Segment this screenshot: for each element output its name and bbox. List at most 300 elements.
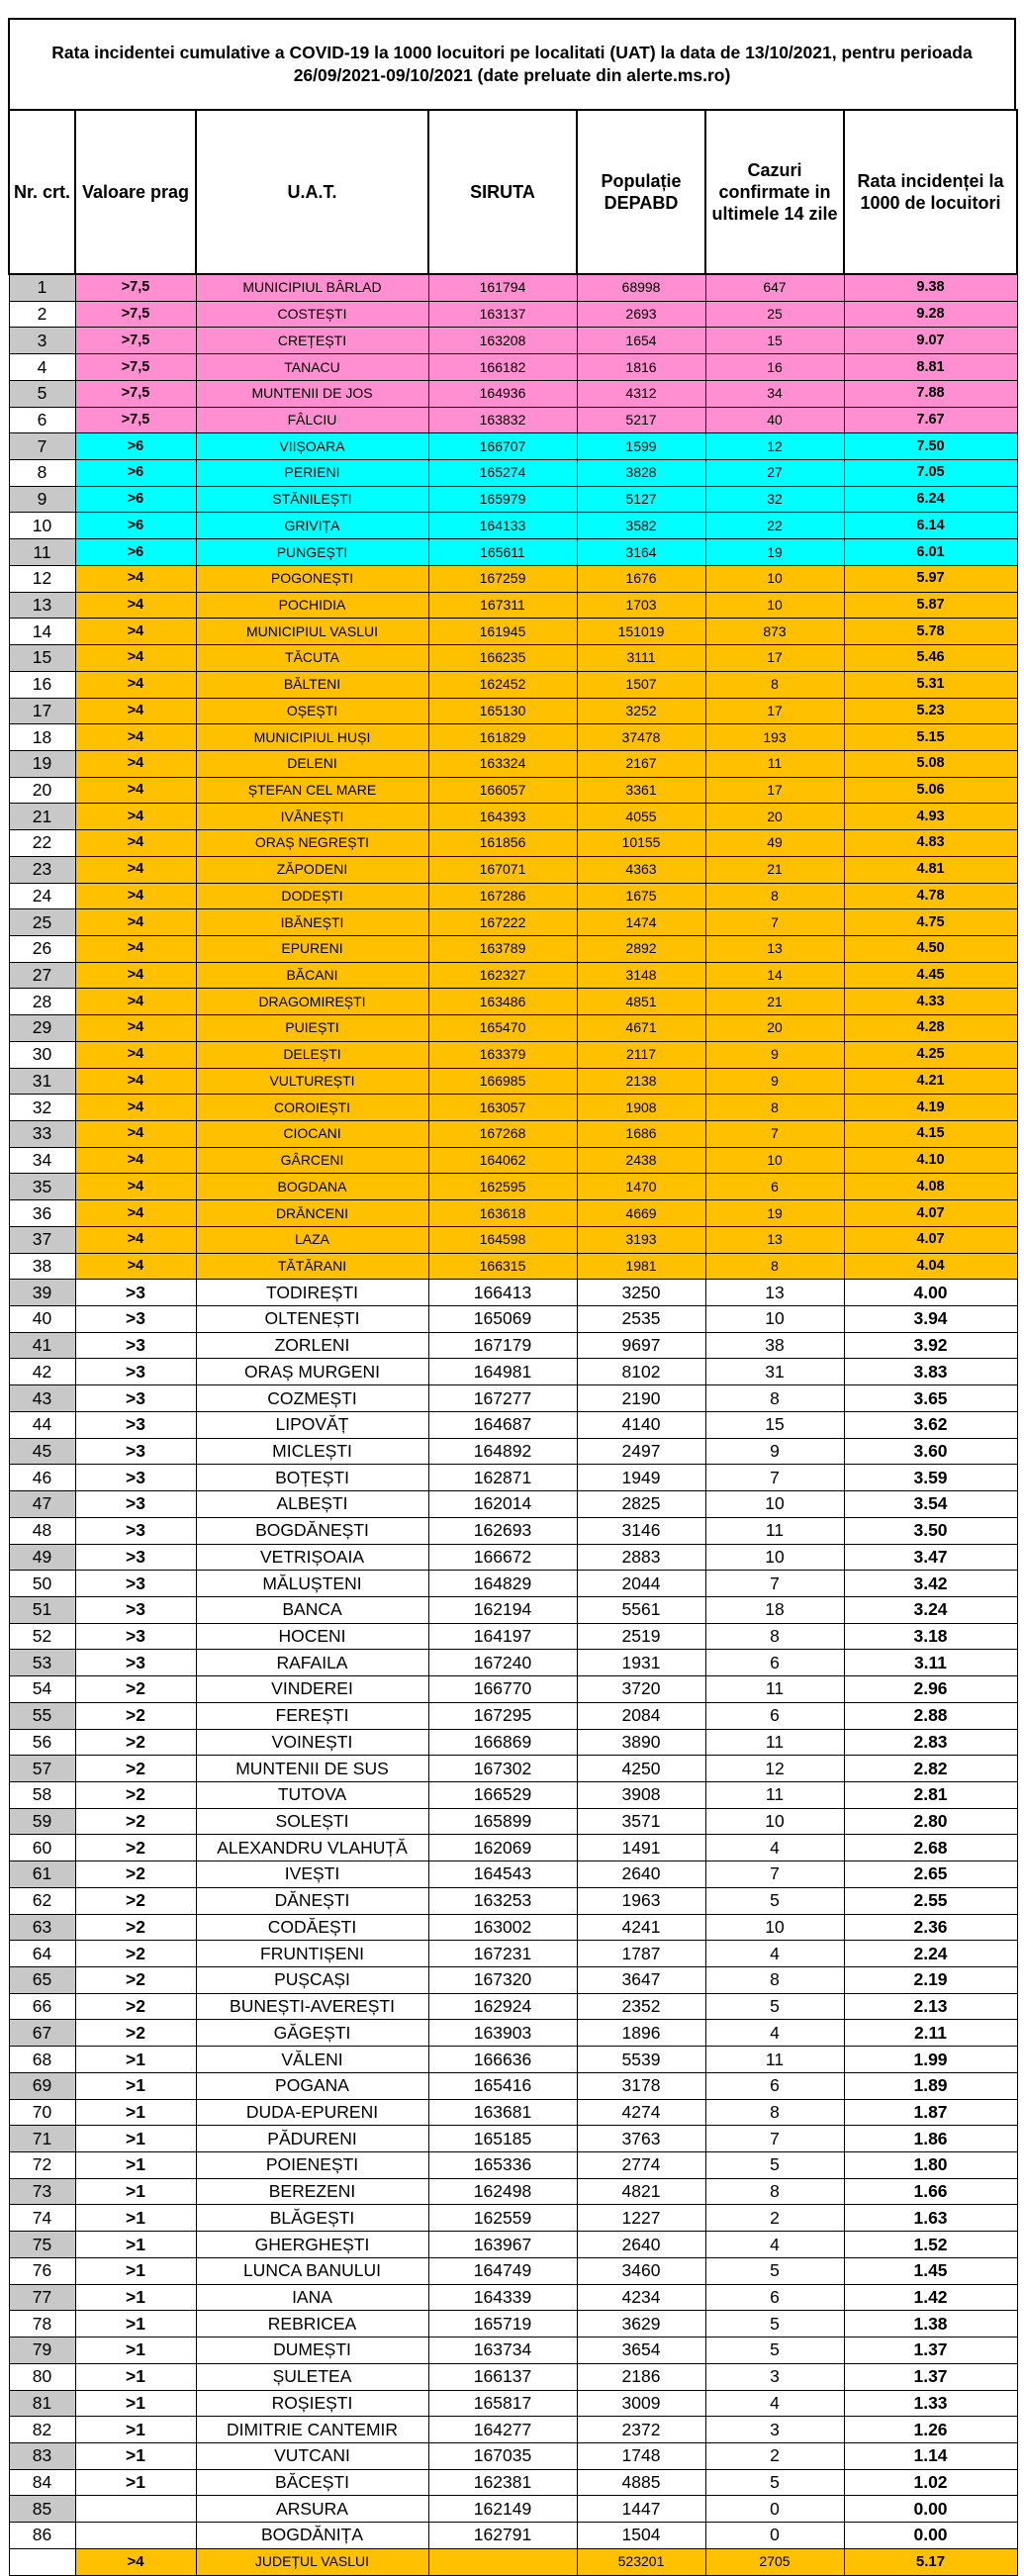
siruta-code: 162595: [428, 1174, 577, 1200]
incidence-rate: 2.19: [844, 1967, 1017, 1994]
threshold-value: >4: [75, 909, 196, 936]
table-row: [9, 1914, 1017, 1941]
row-number: 70: [9, 2099, 75, 2126]
confirmed-cases: 9: [705, 1068, 844, 1095]
confirmed-cases: 19: [705, 539, 844, 566]
incidence-rate: 7.50: [844, 433, 1017, 460]
incidence-rate: 1.66: [844, 2178, 1017, 2205]
siruta-code: 166413: [428, 1280, 577, 1306]
confirmed-cases: 873: [705, 619, 844, 645]
population: 3582: [577, 513, 705, 539]
threshold-value: >1: [75, 2417, 196, 2443]
population: 1675: [577, 883, 705, 909]
incidence-rate: 3.92: [844, 1332, 1017, 1359]
table-body: [9, 274, 1017, 2575]
population: 2372: [577, 2417, 705, 2443]
siruta-code: 166529: [428, 1781, 577, 1808]
population: 3361: [577, 777, 705, 804]
table-row: [9, 1095, 1017, 1121]
row-number: 68: [9, 2047, 75, 2073]
threshold-value: >3: [75, 1596, 196, 1623]
incidence-rate: 5.31: [844, 671, 1017, 698]
incidence-rate: 1.37: [844, 2363, 1017, 2390]
confirmed-cases: 6: [705, 2284, 844, 2311]
threshold-value: >1: [75, 2205, 196, 2232]
threshold-value: >2: [75, 1967, 196, 1994]
table-row: [9, 2496, 1017, 2523]
threshold-value: >7,5: [75, 301, 196, 328]
row-number: 19: [9, 750, 75, 777]
table-row: [9, 935, 1017, 962]
threshold-value: >3: [75, 1465, 196, 1491]
table-row: [9, 380, 1017, 407]
total-siruta-code: [428, 2548, 577, 2575]
row-number: 81: [9, 2390, 75, 2417]
population: 3763: [577, 2126, 705, 2152]
siruta-code: 166057: [428, 777, 577, 804]
confirmed-cases: 7: [705, 1121, 844, 1148]
row-number: 55: [9, 1702, 75, 1729]
siruta-code: 162693: [428, 1517, 577, 1544]
threshold-value: >3: [75, 1359, 196, 1385]
incidence-rate: 1.52: [844, 2232, 1017, 2258]
confirmed-cases: 18: [705, 1596, 844, 1623]
incidence-rate: 1.86: [844, 2126, 1017, 2152]
uat-name: BANCA: [196, 1596, 428, 1623]
siruta-code: 161945: [428, 619, 577, 645]
row-number: 33: [9, 1121, 75, 1148]
confirmed-cases: 6: [705, 1174, 844, 1200]
row-number: 32: [9, 1095, 75, 1121]
row-number: 78: [9, 2311, 75, 2337]
population: 1931: [577, 1650, 705, 1676]
table-row: [9, 645, 1017, 672]
table-row: [9, 1253, 1017, 1280]
row-number: 64: [9, 1941, 75, 1967]
table-row: [9, 1041, 1017, 1068]
incidence-rate: 3.47: [844, 1544, 1017, 1571]
incidence-rate: 3.54: [844, 1491, 1017, 1518]
population: 1676: [577, 565, 705, 592]
uat-name: MĂLUȘTENI: [196, 1571, 428, 1597]
row-number: 73: [9, 2178, 75, 2205]
siruta-code: 167071: [428, 856, 577, 883]
incidence-rate: 4.08: [844, 1174, 1017, 1200]
row-number: 30: [9, 1041, 75, 1068]
siruta-code: 164277: [428, 2417, 577, 2443]
incidence-rate: 2.13: [844, 1993, 1017, 2020]
table-row: [9, 301, 1017, 328]
row-number: 42: [9, 1359, 75, 1385]
uat-name: ZĂPODENI: [196, 856, 428, 883]
incidence-rate: 7.67: [844, 407, 1017, 433]
uat-name: PERIENI: [196, 460, 428, 487]
uat-name: VĂLENI: [196, 2047, 428, 2073]
total-row: [9, 2548, 1017, 2575]
siruta-code: 164892: [428, 1438, 577, 1465]
uat-name: ALEXANDRU VLAHUȚĂ: [196, 1835, 428, 1861]
uat-name: ZORLENI: [196, 1332, 428, 1359]
confirmed-cases: 25: [705, 301, 844, 328]
siruta-code: 162452: [428, 671, 577, 698]
row-number: 71: [9, 2126, 75, 2152]
row-number: 44: [9, 1411, 75, 1438]
header-population: Populație DEPABD: [577, 110, 705, 274]
row-number: 31: [9, 1068, 75, 1095]
incidence-rate: 1.89: [844, 2072, 1017, 2099]
incidence-rate: 5.97: [844, 565, 1017, 592]
row-number: 13: [9, 592, 75, 619]
uat-name: PUȘCAȘI: [196, 1967, 428, 1994]
population: 2138: [577, 1068, 705, 1095]
row-number: 82: [9, 2417, 75, 2443]
uat-name: IBĂNEȘTI: [196, 909, 428, 936]
uat-name: ORAȘ NEGREȘTI: [196, 830, 428, 857]
population: 2640: [577, 2232, 705, 2258]
population: 4234: [577, 2284, 705, 2311]
population: 2186: [577, 2363, 705, 2390]
confirmed-cases: 10: [705, 565, 844, 592]
population: 9697: [577, 1332, 705, 1359]
threshold-value: >2: [75, 1914, 196, 1941]
uat-name: LUNCA BANULUI: [196, 2257, 428, 2284]
incidence-rate: 3.42: [844, 1571, 1017, 1597]
uat-name: ROȘIEȘTI: [196, 2390, 428, 2417]
row-number: 67: [9, 2020, 75, 2047]
threshold-value: >6: [75, 513, 196, 539]
incidence-rate: 2.36: [844, 1914, 1017, 1941]
table-row: [9, 2523, 1017, 2549]
threshold-value: >3: [75, 1411, 196, 1438]
siruta-code: 163253: [428, 1887, 577, 1914]
population: 5127: [577, 486, 705, 513]
uat-name: TĂTĂRANI: [196, 1253, 428, 1280]
confirmed-cases: 34: [705, 380, 844, 407]
table-row: [9, 777, 1017, 804]
table-row: [9, 460, 1017, 487]
uat-name: OLTENEȘTI: [196, 1306, 428, 1333]
threshold-value: >3: [75, 1571, 196, 1597]
table-row: [9, 1385, 1017, 1412]
population: 3654: [577, 2337, 705, 2364]
table-row: [9, 328, 1017, 354]
threshold-value: >4: [75, 1226, 196, 1253]
table-row: [9, 1571, 1017, 1597]
row-number: 10: [9, 513, 75, 539]
population: 2892: [577, 935, 705, 962]
row-number: 9: [9, 486, 75, 513]
uat-name: EPURENI: [196, 935, 428, 962]
uat-name: BOGDĂNEȘTI: [196, 1517, 428, 1544]
population: 151019: [577, 619, 705, 645]
total-row-number: [9, 2548, 75, 2575]
table-row: [9, 407, 1017, 433]
row-number: 11: [9, 539, 75, 566]
table-row: [9, 513, 1017, 539]
uat-name: COZMEȘTI: [196, 1385, 428, 1412]
siruta-code: 166315: [428, 1253, 577, 1280]
uat-name: REBRICEA: [196, 2311, 428, 2337]
population: 3146: [577, 1517, 705, 1544]
confirmed-cases: 8: [705, 1253, 844, 1280]
threshold-value: >1: [75, 2257, 196, 2284]
table-row: [9, 1517, 1017, 1544]
uat-name: VOINEȘTI: [196, 1729, 428, 1756]
population: 4055: [577, 804, 705, 830]
siruta-code: 166707: [428, 433, 577, 460]
confirmed-cases: 8: [705, 1623, 844, 1650]
confirmed-cases: 10: [705, 1544, 844, 1571]
row-number: 17: [9, 698, 75, 724]
table-row: [9, 539, 1017, 566]
threshold-value: >7,5: [75, 407, 196, 433]
population: 1703: [577, 592, 705, 619]
row-number: 39: [9, 1280, 75, 1306]
uat-name: BĂLTENI: [196, 671, 428, 698]
incidence-rate: 4.33: [844, 989, 1017, 1015]
table-row: [9, 856, 1017, 883]
confirmed-cases: 7: [705, 2126, 844, 2152]
confirmed-cases: 31: [705, 1359, 844, 1385]
row-number: 57: [9, 1756, 75, 1782]
population: 2497: [577, 1438, 705, 1465]
total-incidence-rate: 5.17: [844, 2548, 1017, 2575]
table-row: [9, 2257, 1017, 2284]
siruta-code: 162014: [428, 1491, 577, 1518]
table-row: [9, 1491, 1017, 1518]
confirmed-cases: 8: [705, 2178, 844, 2205]
siruta-code: 163832: [428, 407, 577, 433]
incidence-rate: 4.78: [844, 883, 1017, 909]
threshold-value: >3: [75, 1623, 196, 1650]
population: 37478: [577, 724, 705, 751]
uat-name: MUNICIPIUL VASLUI: [196, 619, 428, 645]
uat-name: VINDEREI: [196, 1676, 428, 1703]
confirmed-cases: 11: [705, 1781, 844, 1808]
table-row: [9, 1702, 1017, 1729]
siruta-code: 163137: [428, 301, 577, 328]
row-number: 85: [9, 2496, 75, 2523]
uat-name: DĂNEȘTI: [196, 1887, 428, 1914]
threshold-value: >6: [75, 539, 196, 566]
confirmed-cases: 11: [705, 1729, 844, 1756]
confirmed-cases: 21: [705, 856, 844, 883]
siruta-code: 164133: [428, 513, 577, 539]
row-number: 52: [9, 1623, 75, 1650]
row-number: 53: [9, 1650, 75, 1676]
uat-name: MUNICIPIUL BÂRLAD: [196, 274, 428, 301]
uat-name: TĂCUTA: [196, 645, 428, 672]
table-row: [9, 274, 1017, 301]
siruta-code: 166869: [428, 1729, 577, 1756]
table-row: [9, 750, 1017, 777]
confirmed-cases: 5: [705, 2337, 844, 2364]
uat-name: FÂLCIU: [196, 407, 428, 433]
uat-name: COROIEȘTI: [196, 1095, 428, 1121]
header-nr: Nr. crt.: [9, 110, 75, 274]
siruta-code: 165817: [428, 2390, 577, 2417]
confirmed-cases: 8: [705, 1967, 844, 1994]
siruta-code: 167222: [428, 909, 577, 936]
confirmed-cases: 7: [705, 1571, 844, 1597]
incidence-rate: 5.23: [844, 698, 1017, 724]
table-row: [9, 1941, 1017, 1967]
table-row: [9, 433, 1017, 460]
confirmed-cases: 19: [705, 1200, 844, 1227]
incidence-rate: 9.38: [844, 274, 1017, 301]
population: 1599: [577, 433, 705, 460]
population: 2825: [577, 1491, 705, 1518]
uat-name: CREȚEȘTI: [196, 328, 428, 354]
population: 3111: [577, 645, 705, 672]
row-number: 46: [9, 1465, 75, 1491]
table-row: [9, 909, 1017, 936]
incidence-rate: 5.06: [844, 777, 1017, 804]
incidence-rate: 1.99: [844, 2047, 1017, 2073]
uat-name: MICLEȘTI: [196, 1438, 428, 1465]
siruta-code: 165416: [428, 2072, 577, 2099]
incidence-rate: 2.96: [844, 1676, 1017, 1703]
row-number: 37: [9, 1226, 75, 1253]
confirmed-cases: 4: [705, 1835, 844, 1861]
population: 1963: [577, 1887, 705, 1914]
confirmed-cases: 49: [705, 830, 844, 857]
threshold-value: >2: [75, 1941, 196, 1967]
confirmed-cases: 17: [705, 698, 844, 724]
population: 1748: [577, 2442, 705, 2469]
population: 3178: [577, 2072, 705, 2099]
threshold-value: >1: [75, 2284, 196, 2311]
uat-name: BĂCANI: [196, 962, 428, 989]
uat-name: TODIREȘTI: [196, 1280, 428, 1306]
population: 4250: [577, 1756, 705, 1782]
confirmed-cases: 21: [705, 989, 844, 1015]
row-number: 63: [9, 1914, 75, 1941]
threshold-value: >6: [75, 460, 196, 487]
siruta-code: 164936: [428, 380, 577, 407]
threshold-value: >7,5: [75, 380, 196, 407]
uat-name: MUNTENII DE SUS: [196, 1756, 428, 1782]
population: 4140: [577, 1411, 705, 1438]
threshold-value: >1: [75, 2152, 196, 2179]
threshold-value: >1: [75, 2126, 196, 2152]
uat-name: MUNICIPIUL HUȘI: [196, 724, 428, 751]
population: 3629: [577, 2311, 705, 2337]
confirmed-cases: 8: [705, 1095, 844, 1121]
siruta-code: 163486: [428, 989, 577, 1015]
table-row: [9, 1465, 1017, 1491]
report-title: Rata incidentei cumulative a COVID-19 la 1000 locuitori pe localitati (UAT) la data de 13/10/2021, pentru perioada 26/09/2021-09/10/2021 (date preluate din alerte.ms.ro): [8, 18, 1016, 109]
siruta-code: 163681: [428, 2099, 577, 2126]
siruta-code: 161856: [428, 830, 577, 857]
row-number: 69: [9, 2072, 75, 2099]
uat-name: BUNEȘTI-AVEREȘTI: [196, 1993, 428, 2020]
confirmed-cases: 13: [705, 1226, 844, 1253]
confirmed-cases: 5: [705, 1887, 844, 1914]
row-number: 79: [9, 2337, 75, 2364]
row-number: 22: [9, 830, 75, 857]
uat-name: BOGDĂNIȚA: [196, 2523, 428, 2549]
siruta-code: 163002: [428, 1914, 577, 1941]
population: 3460: [577, 2257, 705, 2284]
uat-name: OȘEȘTI: [196, 698, 428, 724]
confirmed-cases: 8: [705, 671, 844, 698]
threshold-value: >2: [75, 1676, 196, 1703]
population: 5539: [577, 2047, 705, 2073]
population: 5217: [577, 407, 705, 433]
incidence-rate: 2.68: [844, 1835, 1017, 1861]
siruta-code: 165979: [428, 486, 577, 513]
row-number: 86: [9, 2523, 75, 2549]
row-number: 16: [9, 671, 75, 698]
table-row: [9, 2047, 1017, 2073]
threshold-value: >4: [75, 1068, 196, 1095]
table-row: [9, 1676, 1017, 1703]
threshold-value: >4: [75, 619, 196, 645]
threshold-value: >2: [75, 1702, 196, 1729]
incidence-rate: 8.81: [844, 354, 1017, 381]
siruta-code: 163057: [428, 1095, 577, 1121]
row-number: 60: [9, 1835, 75, 1861]
uat-name: VETRIȘOAIA: [196, 1544, 428, 1571]
incidence-rate: 4.15: [844, 1121, 1017, 1148]
uat-name: PUIEȘTI: [196, 1015, 428, 1042]
population: 4274: [577, 2099, 705, 2126]
uat-name: SOLEȘTI: [196, 1808, 428, 1835]
population: 1447: [577, 2496, 705, 2523]
uat-name: IVĂNEȘTI: [196, 804, 428, 830]
row-number: 76: [9, 2257, 75, 2284]
siruta-code: 167295: [428, 1702, 577, 1729]
uat-name: BOȚEȘTI: [196, 1465, 428, 1491]
incidence-rate: 4.28: [844, 1015, 1017, 1042]
table-row: [9, 2205, 1017, 2232]
population: 1507: [577, 671, 705, 698]
population: 2044: [577, 1571, 705, 1597]
table-row: [9, 1544, 1017, 1571]
confirmed-cases: 2: [705, 2442, 844, 2469]
siruta-code: 166235: [428, 645, 577, 672]
population: 1504: [577, 2523, 705, 2549]
threshold-value: >3: [75, 1332, 196, 1359]
incidence-rate: 1.87: [844, 2099, 1017, 2126]
table-row: [9, 1756, 1017, 1782]
threshold-value: >4: [75, 671, 196, 698]
uat-name: STĂNILEȘTI: [196, 486, 428, 513]
row-number: 54: [9, 1676, 75, 1703]
population: 3148: [577, 962, 705, 989]
document: [8, 18, 1016, 2576]
uat-name: POIENEȘTI: [196, 2152, 428, 2179]
confirmed-cases: 15: [705, 1411, 844, 1438]
incidence-rate: 1.02: [844, 2469, 1017, 2496]
confirmed-cases: 10: [705, 1491, 844, 1518]
uat-name: LIPOVĂȚ: [196, 1411, 428, 1438]
incidence-rate: 2.11: [844, 2020, 1017, 2047]
table-row: [9, 962, 1017, 989]
incidence-rate: 3.62: [844, 1411, 1017, 1438]
siruta-code: 163734: [428, 2337, 577, 2364]
population: 2535: [577, 1306, 705, 1333]
table-row: [9, 1967, 1017, 1994]
incidence-rate: 2.80: [844, 1808, 1017, 1835]
table-row: [9, 1861, 1017, 1888]
table-row: [9, 1835, 1017, 1861]
row-number: 58: [9, 1781, 75, 1808]
threshold-value: [75, 2523, 196, 2549]
row-number: 40: [9, 1306, 75, 1333]
threshold-value: >1: [75, 2442, 196, 2469]
